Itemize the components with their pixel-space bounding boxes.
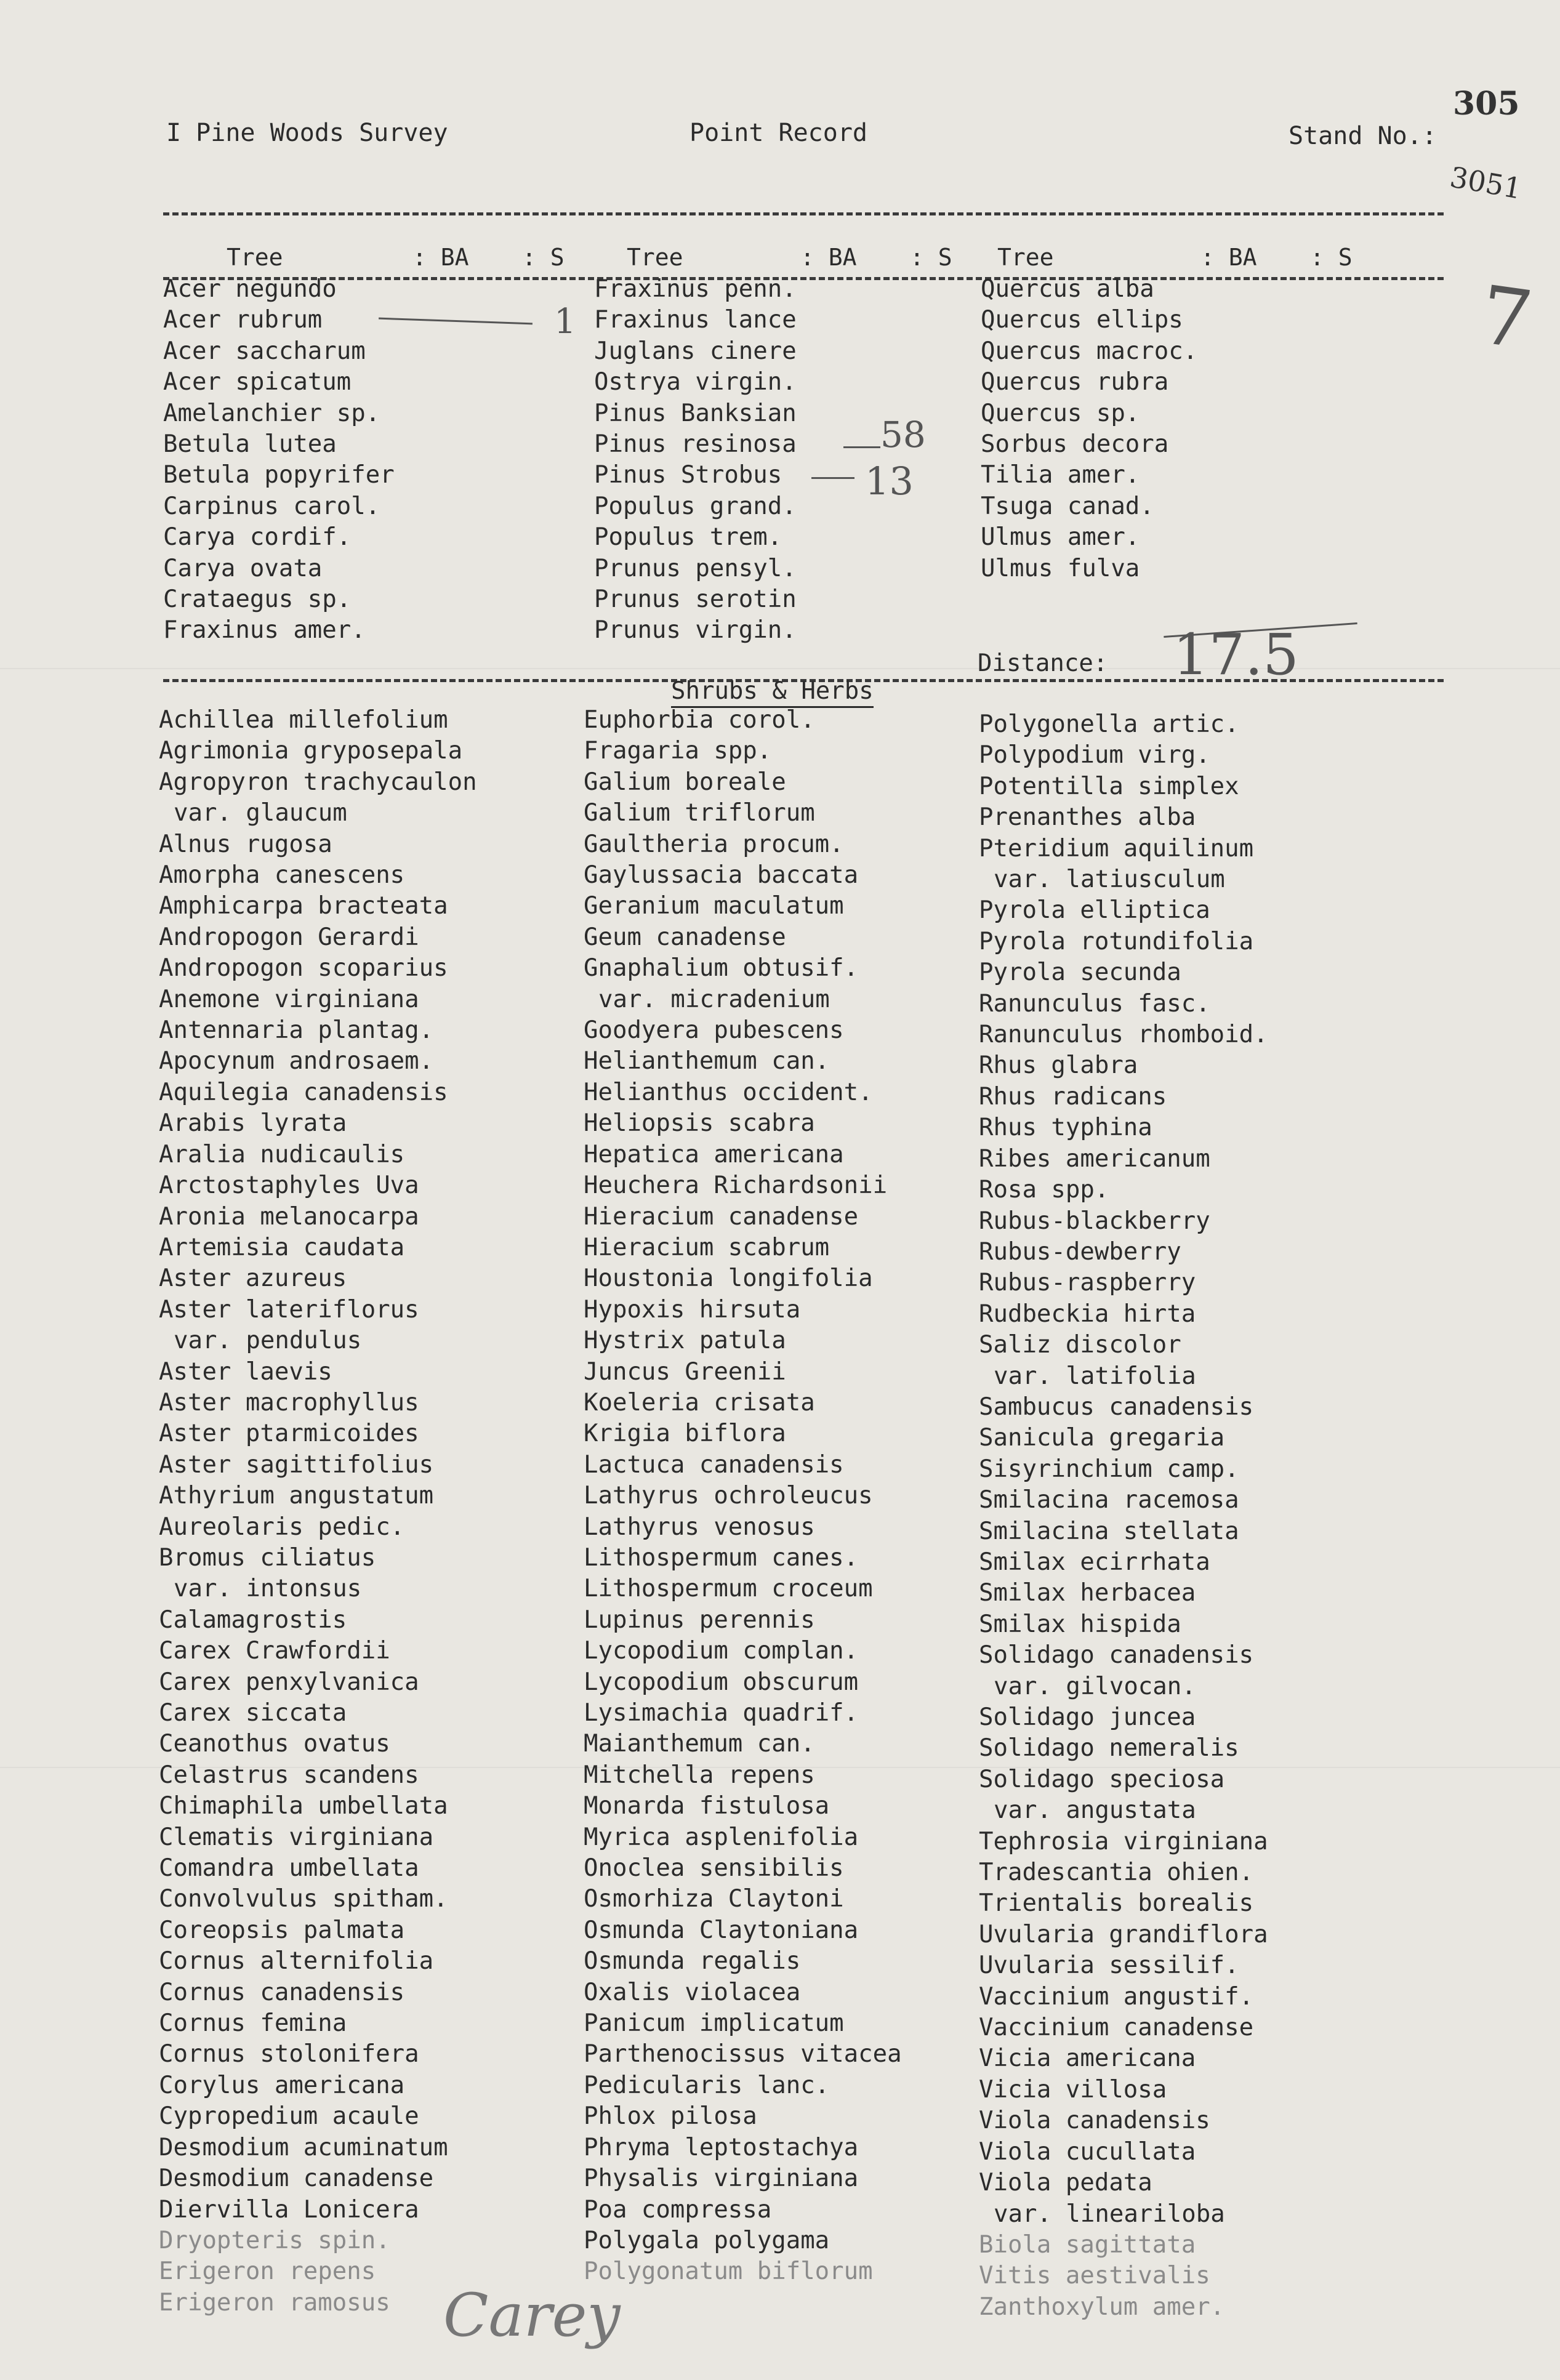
- species-item: Aster lateriflorus: [159, 1295, 419, 1324]
- species-item: Desmodium canadense: [159, 2165, 434, 2193]
- s-col1-header: : S: [522, 244, 565, 271]
- species-item: Trientalis borealis: [979, 1889, 1254, 1918]
- species-item: var. latifolia: [994, 1362, 1196, 1390]
- species-item: Galium boreale: [584, 768, 786, 796]
- species-item: Alnus rugosa: [159, 830, 332, 858]
- species-item: Panicum implicatum: [584, 2009, 844, 2038]
- species-item: Convolvulus spitham.: [159, 1885, 448, 1913]
- tree-item: Betula popyrifer: [163, 461, 395, 489]
- tree-item: Fraxinus penn.: [594, 275, 797, 303]
- tree-item: Betula lutea: [163, 430, 337, 459]
- tree-item: Pinus Banksian: [594, 399, 797, 427]
- handwritten-count: 1: [554, 302, 576, 342]
- handwritten-dash: [811, 477, 854, 479]
- species-item: Gaultheria procum.: [584, 830, 844, 858]
- species-item: Artemisia caudata: [159, 1233, 405, 1261]
- species-item: Aster azureus: [159, 1264, 347, 1293]
- species-item: Goodyera pubescens: [584, 1016, 844, 1045]
- species-item: Viola pedata: [979, 2169, 1152, 2197]
- species-item: Hieracium scabrum: [584, 1233, 830, 1261]
- stand-number-secondary: 3051: [1447, 160, 1524, 206]
- tree-list-col1: [163, 274, 395, 646]
- species-item: var. micradenium: [598, 985, 830, 1013]
- species-item: Polygonella artic.: [979, 710, 1239, 738]
- species-item: Andropogon Gerardi: [159, 923, 419, 951]
- tree-list-col2: [594, 274, 797, 646]
- handwritten-count: 13: [865, 459, 914, 504]
- species-item: var. latiusculum: [994, 866, 1225, 894]
- species-item: Hystrix patula: [584, 1327, 786, 1355]
- tree-item: Prunus serotin: [594, 585, 797, 614]
- species-item: Bromus ciliatus: [159, 1543, 376, 1572]
- species-item: Osmunda Claytoniana: [584, 1916, 859, 1944]
- species-item: Lycopodium obscurum: [584, 1668, 859, 1696]
- tree-item: Sorbus decora: [981, 430, 1169, 459]
- species-item: Carex penxylvanica: [159, 1668, 419, 1696]
- species-item: Lathyrus ochroleucus: [584, 1482, 873, 1510]
- species-item: Rosa spp.: [979, 1176, 1109, 1204]
- shrub-list-col2: [584, 705, 902, 2288]
- species-item: Hepatica americana: [584, 1140, 844, 1168]
- tree-item: Fraxinus amer.: [163, 616, 366, 645]
- species-item: var. gilvocan.: [994, 1672, 1196, 1700]
- species-item: Aster ptarmicoides: [159, 1420, 419, 1448]
- species-item: Amorpha canescens: [159, 861, 405, 890]
- species-item: Saliz discolor: [979, 1331, 1181, 1359]
- tree-item: Carya cordif.: [163, 523, 352, 552]
- species-item: Lupinus perennis: [584, 1606, 815, 1634]
- shrubs-herbs-title: Shrubs & Herbs: [671, 677, 874, 708]
- species-item: Andropogon scoparius: [159, 954, 448, 983]
- species-item: Biola sagittata: [979, 2230, 1196, 2259]
- species-item: var. angustata: [994, 1796, 1196, 1825]
- species-item: Desmodium acuminatum: [159, 2133, 448, 2161]
- tree-col3-header: Tree: [997, 244, 1054, 271]
- species-item: Aralia nudicaulis: [159, 1140, 405, 1168]
- species-item: Galium triflorum: [584, 799, 815, 827]
- species-item: Carex Crawfordii: [159, 1637, 390, 1665]
- stand-number-label: Stand No.:: [1289, 122, 1437, 150]
- species-item: Rhus radicans: [979, 1082, 1167, 1111]
- tree-item: Acer saccharum: [163, 337, 366, 365]
- species-item: Viola canadensis: [979, 2107, 1210, 2135]
- tree-item: Quercus sp.: [981, 399, 1140, 427]
- species-item: Parthenocissus vitacea: [584, 2040, 902, 2068]
- species-item: Geranium maculatum: [584, 892, 844, 920]
- tree-item: Juglans cinere: [594, 337, 797, 365]
- shrub-list-col3: [979, 709, 1268, 2323]
- species-item: Smilax hispida: [979, 1610, 1181, 1638]
- species-item: Vitis aestivalis: [979, 2262, 1210, 2290]
- handwritten-dash: [843, 446, 880, 448]
- species-item: Smilacina stellata: [979, 1517, 1239, 1545]
- tree-item: Prunus virgin.: [594, 616, 797, 645]
- shrub-list-col1: [159, 705, 477, 2318]
- species-item: Rhus typhina: [979, 1114, 1152, 1142]
- species-item: Pteridium aquilinum: [979, 834, 1254, 862]
- species-item: Vicia villosa: [979, 2075, 1167, 2104]
- handwritten-dash: [379, 318, 533, 325]
- tree-item: Quercus ellips: [981, 306, 1183, 334]
- tree-item: Populus grand.: [594, 492, 797, 520]
- species-item: Helianthemum can.: [584, 1047, 830, 1075]
- species-item: Rhus glabra: [979, 1051, 1138, 1080]
- distance-label: Distance:: [978, 649, 1108, 677]
- species-item: Aronia melanocarpa: [159, 1202, 419, 1231]
- stand-number-value: 305: [1453, 85, 1520, 123]
- species-item: Physalis virginiana: [584, 2165, 859, 2193]
- species-item: Gnaphalium obtusif.: [584, 954, 859, 983]
- distance-value: 17.5: [1173, 622, 1299, 688]
- species-item: Solidago canadensis: [979, 1641, 1254, 1670]
- species-item: Lithospermum croceum: [584, 1575, 873, 1603]
- species-item: var. glaucum: [174, 799, 347, 827]
- species-item: Phlox pilosa: [584, 2102, 757, 2131]
- tree-item: Carpinus carol.: [163, 492, 380, 520]
- species-item: Arctostaphyles Uva: [159, 1172, 419, 1200]
- species-item: Smilacina racemosa: [979, 1486, 1239, 1514]
- species-item: Dryopteris spin.: [159, 2226, 390, 2254]
- tree-item: Fraxinus lance: [594, 306, 797, 334]
- ba-col2-header: : BA: [800, 244, 857, 271]
- species-item: Antennaria plantag.: [159, 1016, 434, 1045]
- species-item: Tephrosia virginiana: [979, 1827, 1268, 1855]
- species-item: Houstonia longifolia: [584, 1264, 873, 1293]
- species-item: Lactuca canadensis: [584, 1450, 844, 1479]
- tree-item: Quercus macroc.: [981, 337, 1198, 365]
- species-item: Aquilegia canadensis: [159, 1078, 448, 1106]
- species-item: Vaccinium angustif.: [979, 1982, 1254, 2011]
- species-item: Cornus femina: [159, 2009, 347, 2038]
- species-item: Pyrola secunda: [979, 959, 1181, 987]
- tree-item: Quercus rubra: [981, 368, 1169, 396]
- tree-item: Ulmus amer.: [981, 523, 1140, 552]
- species-item: Krigia biflora: [584, 1420, 786, 1448]
- species-item: Phryma leptostachya: [584, 2133, 859, 2161]
- tree-item: Populus trem.: [594, 523, 782, 552]
- species-item: Athyrium angustatum: [159, 1482, 434, 1510]
- species-item: Coreopsis palmata: [159, 1916, 405, 1944]
- species-item: Aster macrophyllus: [159, 1388, 419, 1417]
- species-item: Vicia americana: [979, 2044, 1196, 2073]
- species-item: Cornus stolonifera: [159, 2040, 419, 2068]
- species-item: Lithospermum canes.: [584, 1543, 859, 1572]
- species-item: Koeleria crisata: [584, 1388, 815, 1417]
- tree-item: Carya ovata: [163, 554, 323, 582]
- species-item: Geum canadense: [584, 923, 786, 951]
- species-item: Solidago juncea: [979, 1703, 1196, 1731]
- species-item: Comandra umbellata: [159, 1854, 419, 1883]
- species-item: Aster laevis: [159, 1357, 332, 1386]
- species-item: Rudbeckia hirta: [979, 1300, 1196, 1328]
- species-item: Fragaria spp.: [584, 737, 772, 765]
- species-item: Hypoxis hirsuta: [584, 1295, 801, 1324]
- tree-item: Acer rubrum: [163, 306, 323, 334]
- species-item: Ceanothus ovatus: [159, 1730, 390, 1758]
- species-item: Monarda fistulosa: [584, 1792, 830, 1820]
- species-item: Celastrus scandens: [159, 1761, 419, 1789]
- species-item: Heuchera Richardsonii: [584, 1172, 888, 1200]
- species-item: Euphorbia corol.: [584, 706, 815, 734]
- species-item: Calamagrostis: [159, 1606, 347, 1634]
- species-item: Erigeron ramosus: [159, 2288, 390, 2317]
- species-item: Polypodium virg.: [979, 741, 1210, 770]
- tree-item: Amelanchier sp.: [163, 399, 380, 427]
- species-item: Diervilla Lonicera: [159, 2195, 419, 2224]
- paper-fold: [0, 668, 1560, 669]
- species-item: Rubus-raspberry: [979, 1269, 1196, 1297]
- species-item: Agrimonia gryposepala: [159, 737, 463, 765]
- species-item: Juncus Greenii: [584, 1357, 786, 1386]
- species-item: Ribes americanum: [979, 1144, 1210, 1173]
- species-item: Erigeron repens: [159, 2257, 376, 2286]
- species-item: Corylus americana: [159, 2071, 405, 2099]
- species-item: Rubus-dewberry: [979, 1237, 1181, 1266]
- species-item: Onoclea sensibilis: [584, 1854, 844, 1883]
- species-item: Ranunculus fasc.: [979, 989, 1210, 1018]
- species-item: Heliopsis scabra: [584, 1109, 815, 1138]
- species-item: Agropyron trachycaulon: [159, 768, 477, 796]
- tree-item: Tilia amer.: [981, 461, 1140, 489]
- species-item: Helianthus occident.: [584, 1078, 873, 1106]
- species-item: Polygala polygama: [584, 2226, 830, 2254]
- tree-item: Prunus pensyl.: [594, 554, 797, 582]
- species-item: Sambucus canadensis: [979, 1393, 1254, 1421]
- species-item: Achillea millefolium: [159, 706, 448, 734]
- species-item: Cornus canadensis: [159, 1978, 405, 2006]
- species-item: Cornus alternifolia: [159, 1947, 434, 1976]
- tree-item: Acer spicatum: [163, 368, 352, 396]
- species-item: Amphicarpa bracteata: [159, 892, 448, 920]
- species-item: Viola cucullata: [979, 2137, 1196, 2166]
- species-item: Maianthemum can.: [584, 1730, 815, 1758]
- species-item: Vaccinium canadense: [979, 2014, 1254, 2042]
- species-item: Solidago speciosa: [979, 1765, 1225, 1793]
- species-item: Osmorhiza Claytoni: [584, 1885, 844, 1913]
- species-item: Arabis lyrata: [159, 1109, 347, 1138]
- species-item: Mitchella repens: [584, 1761, 815, 1789]
- species-item: Uvularia grandiflora: [979, 1920, 1268, 1948]
- species-item: var. intonsus: [174, 1575, 362, 1603]
- species-item: var. lineariloba: [994, 2200, 1225, 2228]
- species-item: Lycopodium complan.: [584, 1637, 859, 1665]
- tree-item: Crataegus sp.: [163, 585, 352, 614]
- species-item: Tradescantia ohien.: [979, 1859, 1254, 1887]
- survey-title: I Pine Woods Survey: [166, 119, 448, 147]
- ba-col1-header: : BA: [412, 244, 469, 271]
- handwritten-count: 58: [880, 414, 926, 456]
- species-item: Poa compressa: [584, 2195, 772, 2224]
- tree-item: Tsuga canad.: [981, 492, 1154, 520]
- ba-col3-header: : BA: [1200, 244, 1257, 271]
- species-item: Solidago nemeralis: [979, 1734, 1239, 1763]
- species-item: Ranunculus rhomboid.: [979, 1021, 1268, 1049]
- handwritten-signature: Carey: [443, 2281, 621, 2350]
- species-item: Osmunda regalis: [584, 1947, 801, 1976]
- species-item: Anemone virginiana: [159, 985, 419, 1013]
- species-item: Hieracium canadense: [584, 1202, 859, 1231]
- species-item: Aster sagittifolius: [159, 1450, 434, 1479]
- species-item: Lathyrus venosus: [584, 1513, 815, 1541]
- tree-item: Pinus Strobus: [594, 461, 782, 489]
- tree-item: Pinus resinosa: [594, 430, 797, 459]
- s-col2-header: : S: [910, 244, 952, 271]
- species-item: Gaylussacia baccata: [584, 861, 859, 890]
- tree-item: Ulmus fulva: [981, 554, 1140, 582]
- tree-list-col3: [981, 274, 1197, 584]
- species-item: Myrica asplenifolia: [584, 1823, 859, 1851]
- species-item: Clematis virginiana: [159, 1823, 434, 1851]
- species-item: Polygonatum biflorum: [584, 2257, 873, 2286]
- species-item: Lysimachia quadrif.: [584, 1699, 859, 1727]
- species-item: Sisyrinchium camp.: [979, 1455, 1239, 1483]
- species-item: Chimaphila umbellata: [159, 1792, 448, 1820]
- species-item: Pyrola rotundifolia: [979, 927, 1254, 955]
- species-item: Smilax ecirrhata: [979, 1548, 1210, 1576]
- s-col3-header: : S: [1310, 244, 1353, 271]
- species-item: Aureolaris pedic.: [159, 1513, 405, 1541]
- tree-col2-header: Tree: [627, 244, 683, 271]
- species-item: Smilax herbacea: [979, 1579, 1196, 1607]
- species-item: Oxalis violacea: [584, 1978, 801, 2006]
- dashed-rule: [163, 212, 1444, 215]
- tree-item: Acer negundo: [163, 275, 337, 303]
- species-item: Prenanthes alba: [979, 803, 1196, 832]
- species-item: Uvularia sessilif.: [979, 1952, 1239, 1980]
- species-item: Sanicula gregaria: [979, 1424, 1225, 1452]
- tree-item: Quercus alba: [981, 275, 1154, 303]
- species-item: Pyrola elliptica: [979, 896, 1210, 925]
- species-item: Pedicularis lanc.: [584, 2071, 830, 2099]
- tree-item: Ostrya virgin.: [594, 368, 797, 396]
- handwritten-mark: 7: [1474, 267, 1538, 368]
- species-item: Rubus-blackberry: [979, 1207, 1210, 1235]
- species-item: Zanthoxylum amer.: [979, 2293, 1225, 2321]
- record-type: Point Record: [690, 119, 867, 147]
- species-item: Cypropedium acaule: [159, 2102, 419, 2131]
- species-item: Carex siccata: [159, 1699, 347, 1727]
- tree-col1-header: Tree: [227, 244, 283, 271]
- species-item: Apocynum androsaem.: [159, 1047, 434, 1075]
- species-item: Potentilla simplex: [979, 772, 1239, 800]
- species-item: var. pendulus: [174, 1327, 362, 1355]
